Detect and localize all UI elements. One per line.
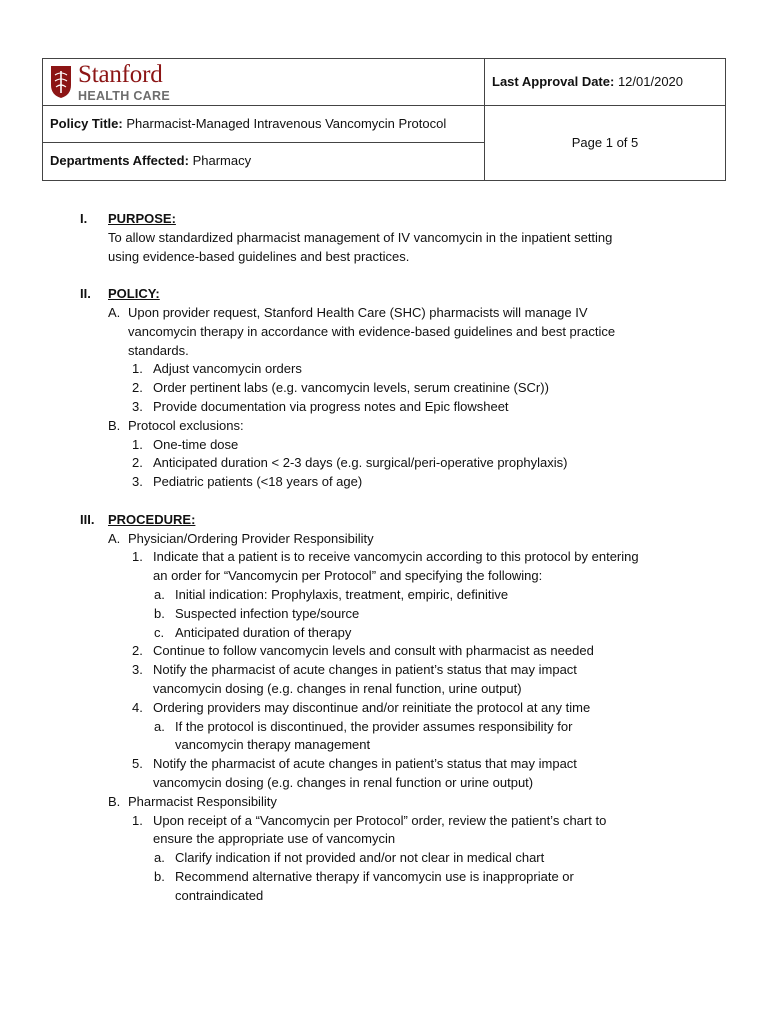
section-number: I.: [80, 211, 88, 226]
list-text: standards.: [128, 342, 189, 358]
list-item: [108, 605, 720, 624]
list-item: [108, 454, 720, 473]
list-text: Upon receipt of a “Vancomycin per Protocol” order, review the patient’s chart to: [153, 812, 607, 828]
policy-title-cell: [43, 106, 485, 143]
stanford-shield-icon: [50, 65, 72, 99]
section-procedure: [60, 511, 720, 906]
list-marker: c.: [154, 624, 165, 640]
list-item: [108, 304, 720, 360]
list-item: [108, 548, 720, 586]
list-text: One-time dose: [153, 436, 239, 452]
list-marker: B.: [108, 417, 121, 433]
logo-cell: [43, 59, 485, 106]
list-text: Clarify indication if not provided and/or not clear in medical chart: [175, 850, 545, 866]
list-text: an order for “Vancomycin per Protocol” and specifying the following:: [153, 568, 543, 584]
list-item: [108, 624, 720, 643]
document-outline: [60, 210, 720, 905]
list-marker: A.: [108, 530, 121, 546]
policy-header-table: [42, 58, 726, 181]
section-purpose: [60, 210, 720, 266]
list-text: If the protocol is discontinued, the provider assumes responsibility for: [175, 718, 573, 734]
list-text: Anticipated duration < 2-3 days (e.g. surgical/peri-operative prophylaxis): [153, 455, 568, 471]
list-text: Protocol exclusions:: [128, 417, 244, 433]
list-item: [108, 849, 720, 868]
section-number: III.: [80, 511, 95, 527]
list-item: [108, 398, 720, 417]
list-marker: 4.: [132, 699, 143, 715]
list-item: [108, 379, 720, 398]
section-number: II.: [80, 286, 91, 302]
list-text: vancomycin therapy management: [175, 737, 371, 753]
brand-subtitle: HEALTH CARE: [78, 88, 170, 103]
list-marker: A.: [108, 304, 121, 320]
list-text: Upon provider request, Stanford Health Care (SHC) pharmacists will manage IV: [128, 304, 588, 320]
section-heading: POLICY:: [108, 286, 160, 302]
list-marker: 3.: [132, 398, 143, 414]
list-item: [108, 661, 720, 699]
list-marker: b.: [154, 605, 165, 621]
list-marker: 1.: [132, 436, 143, 452]
list-marker: 5.: [132, 756, 143, 772]
list-item: [108, 699, 720, 718]
list-text: vancomycin therapy in accordance with evidence-based guidelines and best practice: [128, 323, 616, 339]
section-policy: [60, 285, 720, 492]
list-marker: 1.: [132, 361, 143, 377]
list-text: Provide documentation via progress notes and Epic flowsheet: [153, 398, 509, 414]
list-text: Adjust vancomycin orders: [153, 361, 302, 377]
paragraph-line: using evidence-based guidelines and best practices.: [108, 248, 410, 264]
list-marker: a.: [154, 718, 165, 734]
list-text: Ordering providers may discontinue and/or reinitiate the protocol at any time: [153, 699, 591, 715]
policy-title-label: Policy Title:: [50, 115, 123, 131]
list-text: Anticipated duration of therapy: [175, 624, 352, 640]
list-text: vancomycin dosing (e.g. changes in renal function, urine output): [153, 680, 522, 696]
list-text: Physician/Ordering Provider Responsibility: [128, 530, 374, 546]
list-marker: a.: [154, 850, 165, 866]
approval-date-cell: [485, 59, 726, 106]
list-marker: 3.: [132, 662, 143, 678]
list-marker: a.: [154, 586, 165, 602]
list-text: Initial indication: Prophylaxis, treatment, empiric, definitive: [175, 586, 509, 602]
list-item: [108, 718, 720, 756]
list-item: [108, 812, 720, 850]
list-text: Notify the pharmacist of acute changes in patient’s status that may impact: [153, 662, 577, 678]
list-marker: B.: [108, 793, 121, 809]
list-marker: b.: [154, 868, 165, 884]
section-heading: PROCEDURE:: [108, 511, 196, 527]
list-text: ensure the appropriate use of vancomycin: [153, 831, 396, 847]
list-item: [108, 793, 720, 812]
list-item: [108, 642, 720, 661]
list-item: [108, 417, 720, 436]
list-text: vancomycin dosing (e.g. changes in renal function or urine output): [153, 774, 534, 790]
list-marker: 3.: [132, 474, 143, 490]
list-text: Notify the pharmacist of acute changes in patient’s status that may impact: [153, 756, 577, 772]
policy-title-value: Pharmacist-Managed Intravenous Vancomycin Protocol: [126, 115, 447, 131]
approval-date-label: Last Approval Date:: [492, 73, 615, 89]
departments-label: Departments Affected:: [50, 153, 189, 169]
paragraph-line: To allow standardized pharmacist management of IV vancomycin in the inpatient setting: [108, 229, 613, 245]
page-number-cell: [485, 106, 726, 181]
list-text: Order pertinent labs (e.g. vancomycin levels, serum creatinine (SCr)): [153, 380, 549, 396]
list-marker: 2.: [132, 380, 143, 396]
list-item: [108, 755, 720, 793]
approval-date-value: 12/01/2020: [617, 73, 684, 89]
list-marker: 1.: [132, 812, 143, 828]
list-item: [108, 436, 720, 455]
list-text: Indicate that a patient is to receive vancomycin according to this protocol by entering: [153, 549, 639, 565]
departments-value: Pharmacy: [192, 153, 252, 169]
list-item: [108, 360, 720, 379]
stanford-health-care-logo: [50, 62, 477, 103]
list-marker: 1.: [132, 549, 143, 565]
list-item: [108, 586, 720, 605]
list-item: [108, 868, 720, 906]
brand-name: Stanford: [78, 60, 163, 88]
list-text: Recommend alternative therapy if vancomycin use is inappropriate or: [175, 868, 574, 884]
section-heading: PURPOSE:: [108, 211, 176, 226]
list-item: [108, 530, 720, 549]
list-text: Pharmacist Responsibility: [128, 793, 277, 809]
list-text: Pediatric patients (<18 years of age): [153, 474, 363, 490]
list-item: [108, 473, 720, 492]
list-text: Continue to follow vancomycin levels and consult with pharmacist as needed: [153, 643, 594, 659]
list-marker: 2.: [132, 455, 143, 471]
list-marker: 2.: [132, 643, 143, 659]
page-number: Page 1 of 5: [571, 134, 639, 150]
list-text: contraindicated: [175, 887, 264, 903]
list-text: Suspected infection type/source: [175, 605, 360, 621]
departments-cell: [43, 143, 485, 181]
